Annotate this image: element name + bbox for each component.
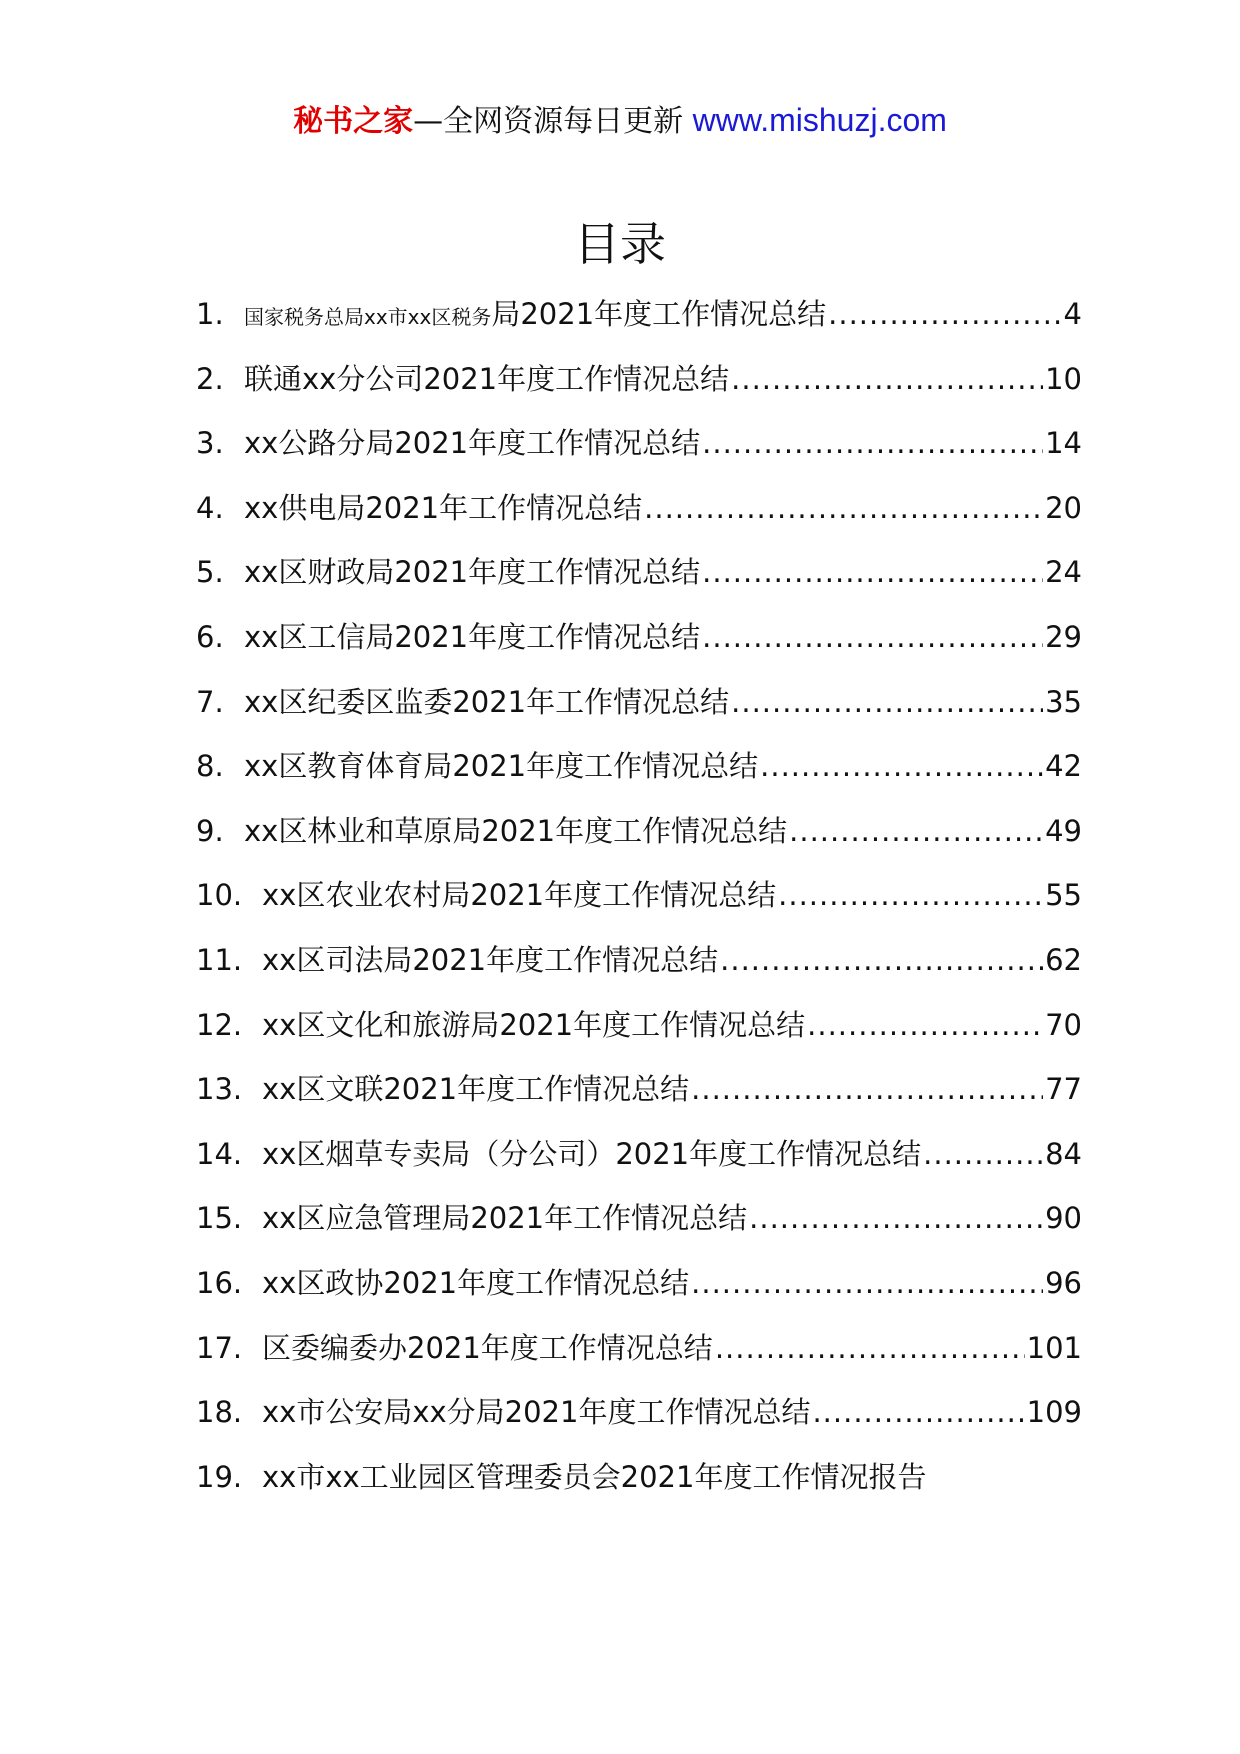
toc-page-number: 70 [1045, 1007, 1082, 1042]
toc-leader-dots [778, 863, 1043, 927]
toc-leader-dots [731, 670, 1043, 734]
toc-leader-dots [644, 476, 1043, 540]
toc-page-number: 24 [1045, 555, 1082, 590]
toc-page-number: 96 [1045, 1265, 1082, 1300]
toc-entry-title-main: xx区政协2021年度工作情况总结 [262, 1265, 690, 1300]
toc-entry-title-main: xx区文化和旅游局2021年度工作情况总结 [262, 1007, 806, 1042]
toc-page-number: 14 [1045, 426, 1082, 461]
toc-entry-title [244, 734, 758, 798]
toc-entry[interactable] [196, 1251, 1082, 1316]
toc-entry-number: 1. [196, 297, 224, 331]
toc-page-number: 55 [1045, 878, 1082, 913]
toc-entry-title [262, 1186, 747, 1250]
toc-entry-number: 10. [196, 878, 243, 913]
toc-page-number: 29 [1045, 619, 1082, 654]
toc-entry-number: 15. [196, 1201, 243, 1236]
toc-page-number: 62 [1045, 942, 1082, 977]
toc-leader-dots [702, 540, 1043, 604]
site-link[interactable]: www.mishuzj.com [692, 102, 947, 138]
header-slogan: —全网资源每日更新 [413, 104, 684, 139]
toc-entry-title-main: 联通xx分公司2021年度工作情况总结 [244, 361, 730, 396]
table-of-contents [196, 282, 1082, 1509]
toc-leader-dots [691, 1057, 1043, 1121]
toc-page-number: 42 [1045, 749, 1082, 784]
toc-entry-title [244, 670, 729, 734]
toc-page-number: 4 [1063, 297, 1082, 331]
toc-entry-title [262, 1445, 926, 1509]
toc-entry[interactable] [196, 1057, 1082, 1122]
toc-leader-dots [715, 1316, 1025, 1380]
toc-entry-title-main: xx区工信局2021年度工作情况总结 [244, 619, 701, 654]
toc-page-number: 90 [1045, 1201, 1082, 1236]
toc-entry-title [262, 1057, 689, 1121]
toc-entry-number: 19. [196, 1459, 243, 1494]
toc-entry-number: 17. [196, 1330, 243, 1365]
toc-entry-number: 18. [196, 1395, 243, 1430]
toc-leader-dots [789, 799, 1043, 863]
toc-entry-number: 7. [196, 684, 224, 719]
toc-entry-title-main: xx供电局2021年工作情况总结 [244, 490, 643, 525]
toc-page-number: 77 [1045, 1072, 1082, 1107]
toc-leader-dots [702, 411, 1043, 475]
toc-entry-title [262, 928, 718, 992]
page-title: 目录 [574, 217, 666, 271]
toc-entry-title-main: xx市xx工业园区管理委员会2021年度工作情况报告 [262, 1459, 927, 1494]
toc-entry-title [244, 605, 700, 669]
toc-entry-title-main: xx区财政局2021年度工作情况总结 [244, 555, 701, 590]
toc-entry-title-small: 国家税务总局xx市xx区税务 [244, 305, 492, 329]
toc-entry-title-main: xx区应急管理局2021年工作情况总结 [262, 1201, 748, 1236]
toc-entry-title [262, 863, 776, 927]
toc-leader-dots [760, 734, 1043, 798]
toc-entry[interactable] [196, 476, 1082, 541]
toc-entry[interactable] [196, 993, 1082, 1058]
toc-entry[interactable] [196, 605, 1082, 670]
toc-entry[interactable] [196, 670, 1082, 735]
toc-leader-dots [807, 993, 1043, 1057]
toc-entry[interactable] [196, 928, 1082, 993]
toc-entry-number: 13. [196, 1072, 243, 1107]
toc-page-number: 10 [1045, 361, 1082, 396]
toc-entry-title [244, 476, 642, 540]
toc-entry-title [262, 1251, 689, 1315]
toc-entry-title [262, 1122, 921, 1186]
toc-entry[interactable] [196, 411, 1082, 476]
toc-entry[interactable] [196, 540, 1082, 605]
toc-entry-number: 2. [196, 361, 224, 396]
toc-entry[interactable] [196, 863, 1082, 928]
toc-entry-title [262, 1316, 713, 1380]
toc-entry-title [244, 799, 787, 863]
toc-entry-title-main: xx区林业和草原局2021年度工作情况总结 [244, 813, 788, 848]
toc-page-number: 20 [1045, 490, 1082, 525]
toc-entry-title-main: 区委编委办2021年度工作情况总结 [262, 1330, 713, 1365]
toc-leader-dots [749, 1186, 1043, 1250]
toc-leader-dots [923, 1122, 1043, 1186]
toc-entry-title-main: xx公路分局2021年度工作情况总结 [244, 426, 701, 461]
toc-entry-title-main: xx区纪委区监委2021年工作情况总结 [244, 684, 730, 719]
toc-entry[interactable] [196, 1316, 1082, 1381]
toc-entry-number: 4. [196, 490, 224, 525]
toc-entry[interactable] [196, 1380, 1082, 1445]
toc-entry-number: 8. [196, 749, 224, 784]
toc-entry-title [262, 1380, 810, 1444]
toc-leader-dots [812, 1380, 1024, 1444]
toc-entry[interactable] [196, 1186, 1082, 1251]
toc-entry-title-main: xx区烟草专卖局（分公司）2021年度工作情况总结 [262, 1136, 922, 1171]
brand-name: 秘书之家 [293, 104, 414, 139]
toc-entry[interactable] [196, 799, 1082, 864]
toc-leader-dots [702, 605, 1043, 669]
toc-entry[interactable] [196, 1445, 1082, 1510]
toc-entry-title-main: xx区文联2021年度工作情况总结 [262, 1072, 690, 1107]
toc-page-number: 49 [1045, 813, 1082, 848]
toc-entry-title-main: xx区教育体育局2021年度工作情况总结 [244, 749, 759, 784]
toc-page-number: 35 [1045, 684, 1082, 719]
toc-entry-title-main: 局2021年度工作情况总结 [491, 297, 827, 331]
toc-entry-title-main: xx区农业农村局2021年度工作情况总结 [262, 878, 777, 913]
toc-leader-dots [720, 928, 1043, 992]
toc-entry-title [262, 993, 805, 1057]
toc-entry-title-main: xx区司法局2021年度工作情况总结 [262, 942, 719, 977]
toc-entry-number: 12. [196, 1007, 243, 1042]
toc-entry-number: 16. [196, 1265, 243, 1300]
toc-entry-number: 11. [196, 942, 243, 977]
toc-entry[interactable] [196, 1122, 1082, 1187]
toc-leader-dots [828, 282, 1061, 346]
toc-leader-dots [731, 347, 1043, 411]
toc-entry-title [244, 411, 700, 475]
toc-page-number: 101 [1026, 1330, 1082, 1365]
page-header [0, 100, 1240, 142]
toc-entry[interactable] [196, 347, 1082, 412]
toc-entry-number: 9. [196, 813, 224, 848]
toc-entry-title [244, 347, 729, 411]
toc-entry-number: 14. [196, 1136, 243, 1171]
toc-leader-dots [691, 1251, 1043, 1315]
toc-entry-number: 6. [196, 619, 224, 654]
toc-entry-title-main: xx市公安局xx分局2021年度工作情况总结 [262, 1395, 811, 1430]
toc-entry-number: 5. [196, 555, 224, 590]
toc-entry[interactable] [196, 282, 1082, 347]
toc-entry-number: 3. [196, 426, 224, 461]
toc-entry-title [244, 282, 826, 349]
toc-page-number: 84 [1045, 1136, 1082, 1171]
toc-entry-title [244, 540, 700, 604]
toc-page-number: 109 [1026, 1395, 1082, 1430]
toc-entry[interactable] [196, 734, 1082, 799]
